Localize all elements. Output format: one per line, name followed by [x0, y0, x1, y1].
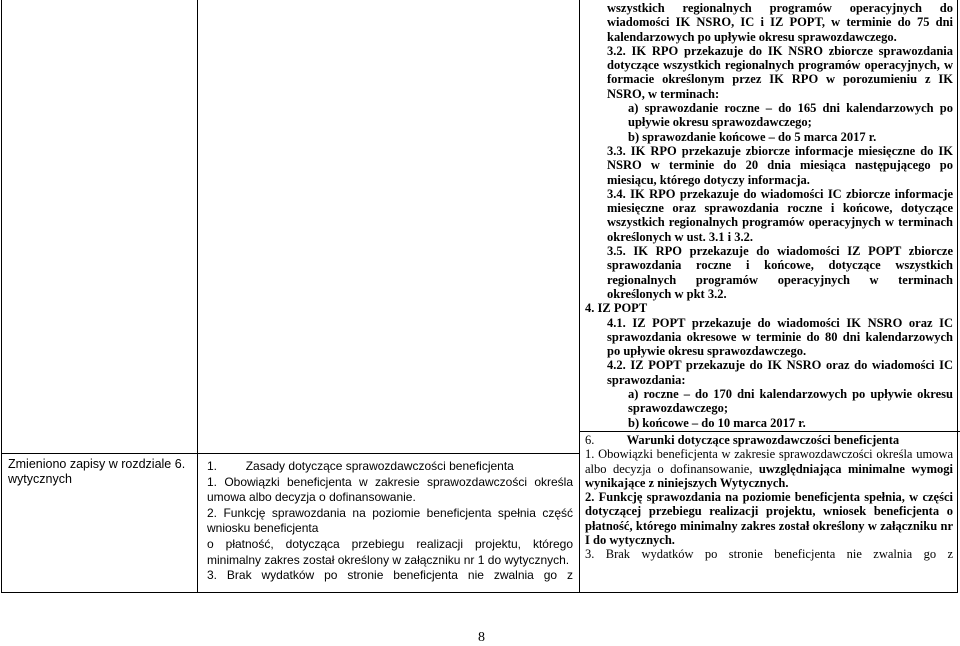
old-paragraph-4: 3. Brak wydatków po stronie beneficjenta nie zwalnia go z [207, 568, 573, 583]
new-paragraph-3-4: 3.4. IK RPO przekazuje do wiadomości IC zbiorcze informacje miesięczne oraz sprawozdania roczne i końcowe, dotyczące wszystkich regionalnych programów operacyjnych w terminach określonych w ust. 3.1 i 3.2. [607, 186, 953, 244]
section-heading-new [585, 433, 953, 447]
new-paragraph-6-1 [585, 447, 953, 490]
new-paragraph-3-3: 3.3. IK RPO przekazuje zbiorcze informacje miesięczne do IK NSRO w terminie do 20 dnia miesiąca następującego po miesiącu, którego dotyczy informacja. [607, 143, 953, 187]
section-number-new: 6. [585, 432, 595, 447]
new-paragraph-3-2: 3.2. IK RPO przekazuje do IK NSRO zbiorcze sprawozdania dotyczące wszystkich regionalnych programów operacyjnych, w formacie określonym przez IK RPO w porozumieniu z IK NSRO, w terminach: [607, 43, 953, 101]
new-paragraph-4-1: 4.1. IZ POPT przekazuje do wiadomości IK NSRO oraz IC sprawozdania okresowe w terminie do 80 dni kalendarzowych po upływie okresu sprawozdawczego. [607, 315, 953, 359]
new-paragraph-4-2-a: a) roczne – do 170 dni kalendarzowych po upływie okresu sprawozdawczego; [628, 387, 953, 416]
old-paragraph-3: o płatność, dotycząca przebiegu realizacji projektu, którego minimalny zakres został określony w załączniku nr 1 do wytycznych. [207, 536, 573, 567]
row-divider-right [579, 431, 960, 432]
new-paragraph-6-1-bold: uwzględniająca minimalne wymogi wynikające z niniejszych Wytycznych. [585, 461, 953, 490]
row-divider-left [1, 453, 579, 454]
new-paragraph-3-2-b: b) sprawozdanie końcowe – do 5 marca 2017 r. [628, 129, 877, 144]
section-number-old: 1. [207, 459, 218, 473]
new-paragraph-3-2-a: a) sprawozdanie roczne – do 165 dni kalendarzowych po upływie okresu sprawozdawczego; [628, 101, 953, 130]
new-heading-iz-popt: 4. IZ POPT [585, 301, 648, 316]
new-paragraph-3-1-cont: wszystkich regionalnych programów operacyjnych do wiadomości IK NSRO, IC i IZ POPT, w terminie do 75 dni kalendarzowych po upływie okresu sprawozdawczego. [607, 1, 953, 44]
page-number: 8 [478, 630, 485, 645]
change-note: Zmieniono zapisy w rozdziale 6. wytycznych [8, 457, 186, 486]
section-heading-old [207, 459, 573, 475]
column-divider-2 [579, 0, 580, 593]
new-text-cell [585, 1, 953, 562]
new-paragraph-3-5: 3.5. IK RPO przekazuje do wiadomości IZ POPT zbiorcze sprawozdania roczne i końcowe, dotyczące wszystkich regionalnych programów operacyjnych w terminach określonych w pkt 3.2. [607, 244, 953, 301]
change-note-cell [8, 457, 190, 487]
new-paragraph-4-2: 4.2. IZ POPT przekazuje do IK NSRO oraz do wiadomości IC sprawozdania: [607, 358, 953, 387]
new-paragraph-6-1-plain: 1. Obowiązki beneficjenta w zakresie sprawozdawczości określa umowa albo decyzja o dofinansowanie, [585, 447, 953, 476]
column-divider-1 [197, 0, 198, 593]
old-paragraph-2: 2. Funkcję sprawozdania na poziomie beneficjenta spełnia część wniosku beneficjenta [207, 505, 573, 536]
section-title-old: Zasady dotyczące sprawozdawczości beneficjenta [245, 459, 514, 473]
old-paragraph-1: 1. Obowiązki beneficjenta w zakresie sprawozdawczości określa umowa albo decyzja o dofinansowanie. [207, 474, 573, 505]
section-title-new: Warunki dotyczące sprawozdawczości beneficjenta [626, 432, 900, 447]
new-paragraph-6-2: 2. Funkcję sprawozdania na poziomie beneficjenta spełnia, w części dotyczącej przebiegu realizacji projektu, wniosek beneficjenta o płatność, którego minimalny zakres został określony w załączniku nr I do wytycznych. [585, 490, 953, 547]
new-paragraph-6-3: 3. Brak wydatków po stronie beneficjenta nie zwalnia go z [585, 547, 953, 562]
new-paragraph-4-2-b: b) końcowe – do 10 marca 2017 r. [628, 415, 806, 430]
previous-text-cell [207, 459, 573, 584]
